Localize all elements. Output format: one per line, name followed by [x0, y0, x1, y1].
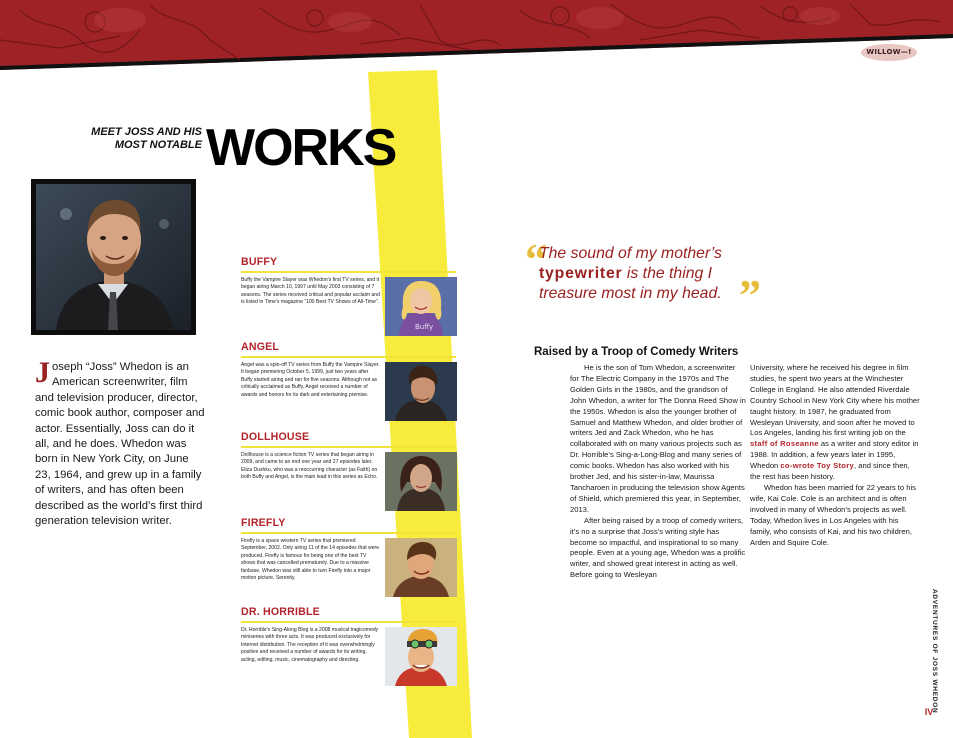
article-paragraph: After being raised by a troop of comedy writers, it’s no a surprise that Joss’s writing style has become so impactful, and inspirational to so many people. Even at a young age, Whedon was a prolific writer, and showed great interest in acting as well. Before going to Wesleyan	[570, 515, 746, 580]
work-title: FIREFLY	[241, 517, 286, 529]
work-description: Firefly is a space western TV series that premiered September, 2002. Only airing 11 of the 14 episodes that were produced, Firefly is famous for being one of the best TV shows that was cancelled prematurely. Due to a massive fanbase, Whedon was still able to turn Firefly into a major motion picture, Serenity.	[241, 538, 380, 582]
work-title: DOLLHOUSE	[241, 431, 310, 443]
text-run: University, where he received his degree in film studies, he spent two years at the Winchester College in England. He also attended Riverdale Country School in New York City where his mother taught history. In 1987, he graduated from Wesleyan University, and soon after he moved to Los Angeles, landing his first writing job on the	[750, 363, 920, 438]
bio-text: oseph “Joss” Whedon is an American screenwriter, film and television producer, director, comic book author, composer and actor. Essentially, Joss can do it all, and he does. Whedon was born in New York City, on June 23, 1964, and grew up in a family of writers, and has often been described as the world’s first third generation television writer.	[35, 361, 205, 528]
highlight-toy-story: co-wrote Toy Story	[780, 461, 855, 471]
page-title: WORKS	[206, 119, 396, 177]
article-column-1	[570, 363, 746, 581]
angel-illustration	[385, 362, 457, 421]
quote-close-mark: ”	[739, 271, 761, 320]
divider	[241, 446, 456, 448]
article-heading: Raised by a Troop of Comedy Writers	[534, 346, 739, 358]
divider	[241, 621, 456, 623]
work-description: Dollhouse is a science fiction TV series that began airing in 2009, and came to an end one year and 27 episodes later. Eliza Dushku, who was a reoccurring character (as Faith) on both Buffy and Angel, is the main lead in this series as Echo.	[241, 452, 378, 481]
speech-balloon: WILLOW—!	[861, 44, 917, 61]
quote-emphasis: typewriter	[539, 265, 623, 282]
work-title: ANGEL	[241, 341, 280, 353]
quote-part: is the thing I treasure most in my head.	[539, 265, 722, 302]
firefly-illustration	[385, 538, 457, 597]
bio-paragraph	[35, 356, 205, 529]
dollhouse-illustration	[385, 452, 457, 511]
work-item-buffy	[241, 256, 458, 331]
text-run: , and since then, the rest has been history.	[750, 461, 910, 482]
work-item-dollhouse	[241, 431, 458, 482]
divider	[241, 356, 456, 358]
work-item-angel	[241, 341, 458, 399]
page-number: IV	[924, 707, 934, 717]
highlight-roseanne: staff of Roseanne	[750, 439, 819, 449]
article-paragraph	[750, 363, 920, 483]
divider	[241, 532, 456, 534]
article-paragraph: He is the son of Tom Whedon, a screenwriter for The Electric Company in the 1970s and The Golden Girls in the 1980s, and the grandson of John Whedon, a writer for The Donna Reed Show in the 1950s. Whedon is also the younger brother of Samuel and Matthew Whedon, and older brother of writers Jed and Zack Whedon, who he has collaborated with on many various projects such as Dr. Horrible’s Sing-a-Long-Blog and many series of comic books. Whedon has also worked with his brother Jed, and his sister-in-law, Maurissa Tancharoen in producing the television show Agents of Shield, which premiered this year, in September, 2013.	[570, 363, 746, 514]
work-description: Buffy the Vampire Slayer was Whedon’s first TV series, and it began airing March 10, 1997 until May 2003 consisting of 7 seasons. The series received critical and popular acclaim and is listed in Time’s magazine “100 Best TV Shows of All-Time”.	[241, 277, 380, 306]
text-run: as a writer and story editor in 1988. In addition, a few years later in 1995, Whedon	[750, 439, 919, 471]
work-title: DR. HORRIBLE	[241, 606, 320, 618]
pull-quote	[525, 235, 765, 320]
quote-open-mark: “	[525, 235, 547, 284]
work-item-firefly	[241, 517, 458, 582]
work-description: Angel was a spin-off TV series from Buffy the Vampire Slayer. It began premiering October 5, 1999, just two years after Buffy started airing and ran for five seasons. Although not as critically acclaimed as Buffy, Angel received a number of awards and honors for its dark and entertaining premise.	[241, 362, 380, 398]
article-column-2	[750, 363, 920, 548]
dr-horrible-illustration	[385, 627, 457, 686]
sidebar-title: ADVENTURES OF JOSS WHEDON	[931, 589, 938, 714]
quote-text	[525, 244, 765, 304]
work-description: Dr. Horrible’s Sing-Along Blog is a 2008 musical tragicomedy miniseries with three acts. It was produced exclusively for Internet distribution. The reception of it was overwhelmingly positive and received a number of awards for its writing, acting, editing, music, cinematography and directing.	[241, 627, 379, 663]
header-kicker: MEET JOSS AND HIS MOST NOTABLE	[91, 126, 202, 151]
buffy-illustration	[385, 277, 457, 336]
article-paragraph: Whedon has been married for 22 years to his wife, Kai Cole. Cole is an architect and is often involved in many of Whedon’s projects as well. Today, Whedon lives in Los Angeles with his family, who consists of Kai, and his two children, Arden and Squire Cole.	[750, 482, 916, 547]
work-item-dr-horrible	[241, 606, 458, 664]
svg-text:Buffy: Buffy	[415, 323, 434, 331]
portrait-photo	[31, 179, 196, 335]
quote-part: The sound of my mother’s	[539, 245, 722, 262]
drop-cap: J	[35, 356, 50, 389]
divider	[241, 271, 456, 273]
work-title: BUFFY	[241, 256, 278, 268]
